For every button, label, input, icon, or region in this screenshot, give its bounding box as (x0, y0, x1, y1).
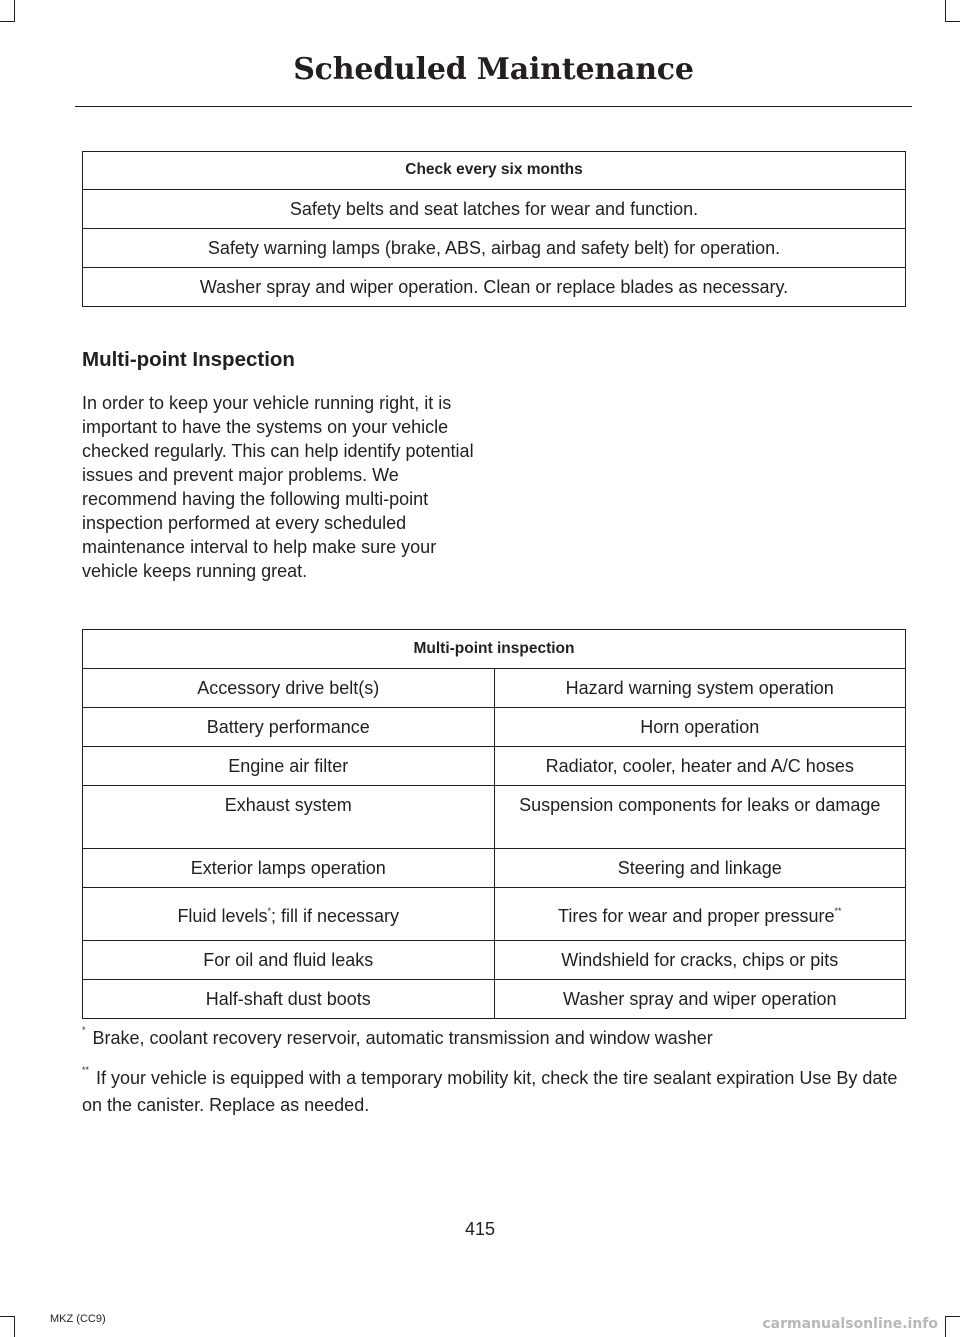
section-heading: Multi-point Inspection (82, 348, 295, 371)
intro-paragraph: In order to keep your vehicle running right, it is important to have the systems on your vehicle checked regularly. This can help identify potential issues and prevent major problems. We recommend having the following multi-point inspection performed at every scheduled maintenance interval to help make sure your vehicle keeps running great. (82, 393, 474, 581)
inspection-item: Washer spray and wiper operation (494, 980, 906, 1019)
document-code: MKZ (CC9) (50, 1313, 106, 1325)
footnote (82, 1025, 912, 1052)
watermark: carmanualsonline.info (762, 1316, 938, 1332)
six-month-row: Safety belts and seat latches for wear and function. (83, 190, 906, 229)
inspection-item: For oil and fluid leaks (83, 941, 495, 980)
inspection-item: Half-shaft dust boots (83, 980, 495, 1019)
inspection-item-text: ; fill if necessary (271, 906, 400, 926)
inspection-item: Suspension components for leaks or damage (494, 786, 906, 849)
inspection-item: Steering and linkage (494, 849, 906, 888)
page-title: Scheduled Maintenance (293, 52, 694, 87)
inspection-item (494, 888, 906, 941)
inspection-item: Hazard warning system operation (494, 669, 906, 708)
inspection-item-text: Fluid levels (177, 906, 268, 926)
crop-mark (0, 21, 15, 22)
footnote-text: If your vehicle is equipped with a temporary mobility kit, check the tire sealant expiration Use By date on the canister. Replace as needed. (82, 1068, 898, 1115)
six-month-row: Safety warning lamps (brake, ABS, airbag and safety belt) for operation. (83, 229, 906, 268)
inspection-item (83, 888, 495, 941)
multi-point-inspection-table (82, 629, 906, 1019)
footnote-marker: * (267, 906, 271, 916)
footnote (82, 1065, 912, 1119)
inspection-item: Radiator, cooler, heater and A/C hoses (494, 747, 906, 786)
footnote-marker: ** (82, 1065, 90, 1075)
inspection-item: Windshield for cracks, chips or pits (494, 941, 906, 980)
inspection-item: Engine air filter (83, 747, 495, 786)
inspection-item: Exhaust system (83, 786, 495, 849)
crop-mark (945, 1316, 946, 1337)
crop-mark (0, 1316, 15, 1317)
six-month-table-heading: Check every six months (83, 152, 906, 190)
inspection-table-heading: Multi-point inspection (83, 630, 906, 669)
six-month-check-table (82, 151, 906, 307)
footnote-text: Brake, coolant recovery reservoir, automatic transmission and window washer (87, 1028, 713, 1048)
crop-mark (945, 21, 960, 22)
six-month-row: Washer spray and wiper operation. Clean or replace blades as necessary. (83, 268, 906, 307)
inspection-item: Accessory drive belt(s) (83, 669, 495, 708)
inspection-item-text: Tires for wear and proper pressure (558, 906, 835, 926)
inspection-item: Horn operation (494, 708, 906, 747)
footnote-marker: * (82, 1025, 86, 1035)
inspection-item: Exterior lamps operation (83, 849, 495, 888)
inspection-item: Battery performance (83, 708, 495, 747)
crop-mark (945, 0, 946, 22)
title-rule (75, 106, 912, 107)
crop-mark (14, 1316, 15, 1337)
crop-mark (14, 0, 15, 22)
page-number: 415 (464, 1219, 496, 1239)
footnote-marker: ** (834, 906, 842, 916)
crop-mark (945, 1316, 960, 1317)
